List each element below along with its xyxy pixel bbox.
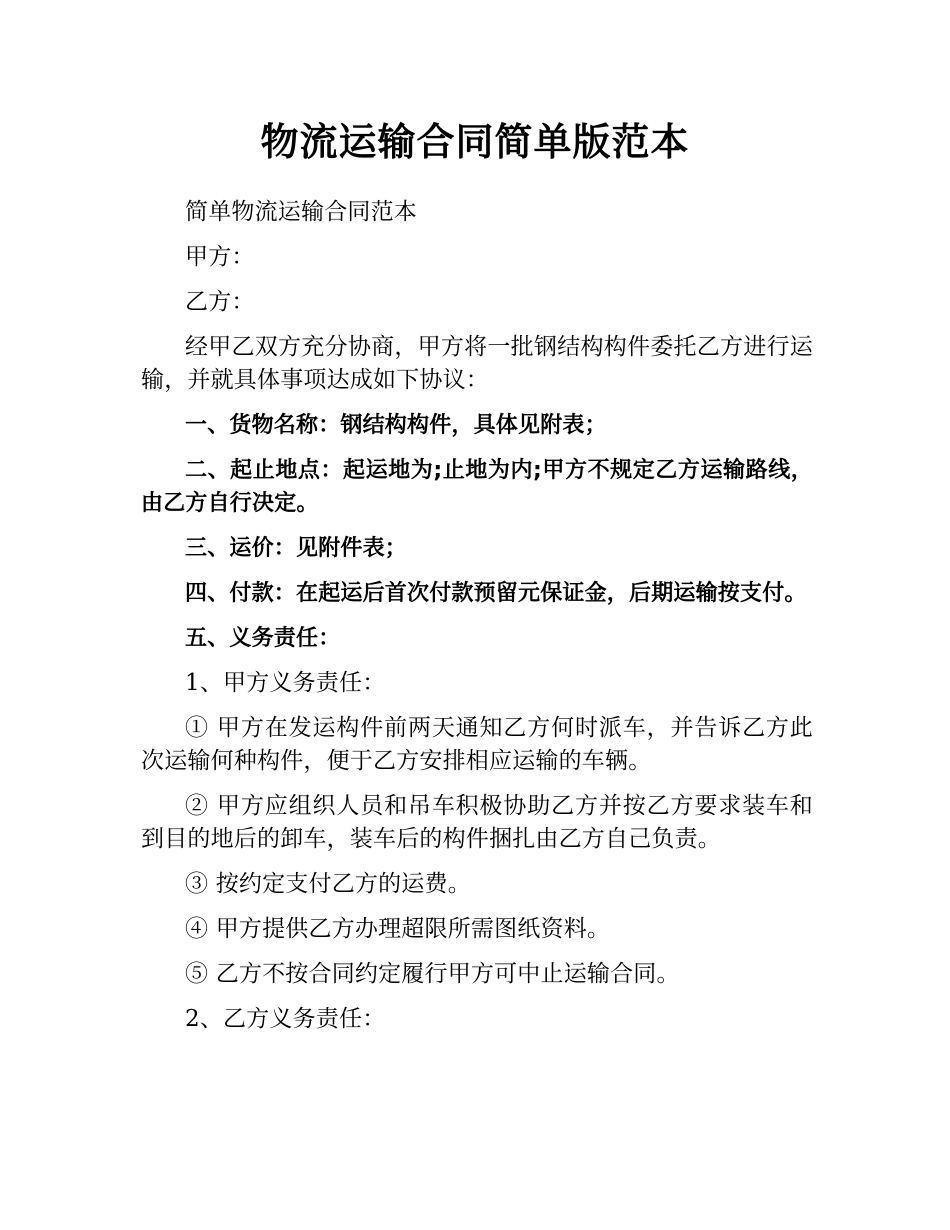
clause-obligations-heading: 五、义务责任： (185, 626, 341, 651)
party-a-obligations-heading: 1、甲方义务责任： (185, 670, 386, 696)
party-a-obligation-item: ① 甲方在发运构件前两天通知乙方何时派车，并告诉乙方此次运输何种构件，便于乙方安排相应运输的车辆。 (141, 715, 813, 774)
document-title: 物流运输合同简单版范本 (260, 120, 690, 164)
clause-payment: 四、付款：在起运后首次付款预留元保证金，后期运输按支付。 (185, 581, 807, 606)
party-a-obligation-item: ② 甲方应组织人员和吊车积极协助乙方并按乙方要求装车和到目的地后的卸车，装车后的构件捆扎由乙方自己负责。 (141, 793, 813, 852)
clause-goods-name: 一、货物名称：钢结构构件，具体见附表； (185, 413, 607, 438)
paragraph-subtitle: 简单物流运输合同范本 (185, 199, 417, 225)
paragraph-preamble: 经甲乙双方充分协商，甲方将一批钢结构构件委托乙方进行运输，并就具体事项达成如下协议： (141, 334, 813, 393)
document-body (141, 196, 813, 1048)
party-b-obligations-heading: 2、乙方义务责任： (185, 1006, 386, 1032)
party-a-obligation-item: ③ 按约定支付乙方的运费。 (185, 871, 471, 897)
party-a-obligation-item: ⑤ 乙方不按合同约定履行甲方可中止运输合同。 (185, 961, 680, 987)
paragraph-party-b: 乙方： (185, 289, 255, 315)
party-a-obligation-item: ④ 甲方提供乙方办理超限所需图纸资料。 (185, 916, 611, 942)
clause-freight-rate: 三、运价：见附件表； (185, 536, 408, 561)
clause-locations: 二、起止地点：起运地为;止地为内;甲方不规定乙方运输路线，由乙方自行决定。 (141, 458, 813, 516)
paragraph-party-a: 甲方： (185, 244, 255, 270)
